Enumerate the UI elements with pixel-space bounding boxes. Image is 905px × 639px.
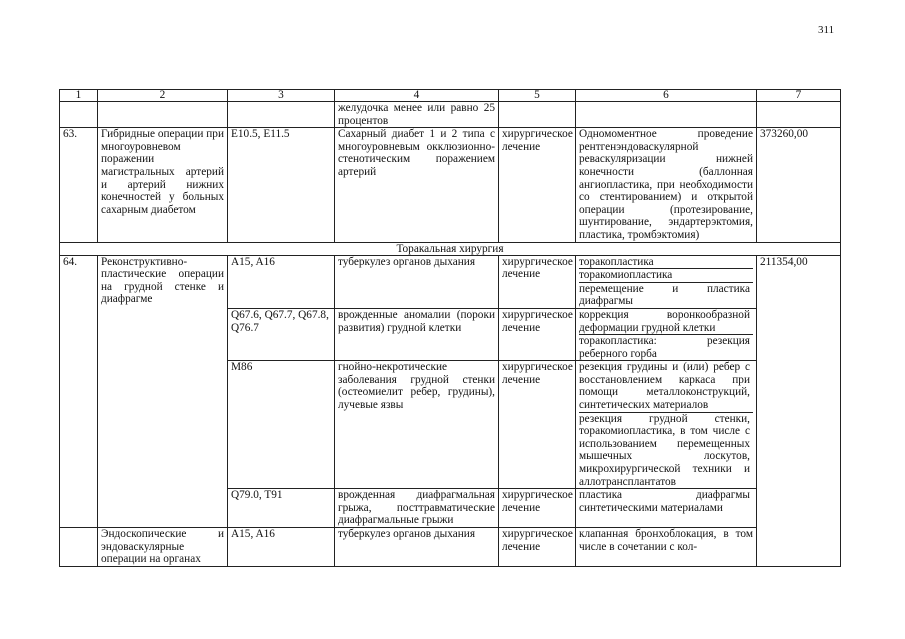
method-item: торакомиопластика <box>579 269 753 283</box>
table-row-63 <box>60 128 841 242</box>
method-item: перемещение и пластика диафрагмы <box>579 282 750 308</box>
page-number: 311 <box>818 24 835 36</box>
column-header: 2 <box>98 90 228 102</box>
row-number: 64. <box>60 255 98 527</box>
column-header: 7 <box>757 90 841 102</box>
treatment-cell: хирургическое лечение <box>499 528 576 567</box>
care-type-cell: Эндоскопические и эндоваскулярные операции на органах <box>98 528 228 567</box>
column-header: 6 <box>576 90 757 102</box>
method-cell <box>576 308 757 360</box>
diagnosis-cell: желудочка менее или равно 25 процентов <box>335 102 499 128</box>
diagnosis-cell: туберкулез органов дыхания <box>335 528 499 567</box>
treatment-cell: хирургическое лечение <box>499 128 576 242</box>
icd-codes-cell: A15, A16 <box>228 255 335 308</box>
icd-codes-cell: A15, A16 <box>228 528 335 567</box>
table-row-64a <box>60 255 841 308</box>
method-cell <box>576 489 757 528</box>
treatment-cell: хирургическое лечение <box>499 361 576 489</box>
method-item: пластика диафрагмы синтетическими материалами <box>579 489 750 514</box>
method-item: коррекция воронкообразной деформации грудной клетки <box>579 309 753 335</box>
diagnosis-cell: туберкулез органов дыхания <box>335 255 499 308</box>
diagnosis-cell: гнойно-некротические заболевания грудной стенки (остеомиелит ребер, грудины), лучевые язвы <box>335 361 499 489</box>
method-cell: Одномоментное проведение рентгенэндоваскулярной реваскуляризации нижней конечности (баллонная ангиопластика, при необходимости со стентированием) и открытой операции (протезирование, шунтирование, эндартерэктомия, пластика, тромбэктомия) <box>576 128 757 242</box>
method-item: резекция грудной стенки, торакомиопластика, в том числе с использованием перемещенных мышечных лоскутов, микрохирургической техники и аллотрансплантатов <box>579 412 750 488</box>
section-row <box>60 242 841 255</box>
care-type-cell: Реконструктивно-пластические операции на грудной стенке и диафрагме <box>98 255 228 527</box>
table-row-continuation <box>60 102 841 128</box>
method-cell: клапанная бронхоблокация, в том числе в сочетании с кол- <box>576 528 757 567</box>
cost-cell: 211354,00 <box>757 255 841 566</box>
column-header: 1 <box>60 90 98 102</box>
table-row-65 <box>60 528 841 567</box>
method-cell <box>576 255 757 308</box>
column-header: 5 <box>499 90 576 102</box>
diagnosis-cell: Сахарный диабет 1 и 2 типа с многоуровневым окклюзионно-стенотическим поражением артерий <box>335 128 499 242</box>
section-title: Торакальная хирургия <box>60 242 841 255</box>
icd-codes-cell: Q67.6, Q67.7, Q67.8, Q76.7 <box>228 308 335 360</box>
treatment-cell: хирургическое лечение <box>499 308 576 360</box>
icd-codes-cell: Q79.0, T91 <box>228 489 335 528</box>
method-cell <box>576 361 757 489</box>
diagnosis-cell: врожденные аномалии (пороки развития) грудной клетки <box>335 308 499 360</box>
method-item: резекция грудины и (или) ребер с восстановлением каркаса при помощи металлоконструкций, синтетических материалов <box>579 361 753 412</box>
column-header: 4 <box>335 90 499 102</box>
care-type-cell: Гибридные операции при многоуровневом поражении магистральных артерий и артерий нижних конечностей у больных сахарным диабетом <box>98 128 228 242</box>
cost-cell: 373260,00 <box>757 128 841 242</box>
method-item: торакопластика <box>579 256 753 270</box>
row-number: 63. <box>60 128 98 242</box>
icd-codes-cell: E10.5, E11.5 <box>228 128 335 242</box>
icd-codes-cell: M86 <box>228 361 335 489</box>
diagnosis-cell: врожденная диафрагмальная грыжа, посттравматические диафрагмальные грыжи <box>335 489 499 528</box>
treatment-cell: хирургическое лечение <box>499 489 576 528</box>
column-number-row <box>60 90 841 102</box>
treatment-cell: хирургическое лечение <box>499 255 576 308</box>
method-item: торакопластика: резекция реберного горба <box>579 335 750 360</box>
medical-care-table <box>59 89 841 567</box>
column-header: 3 <box>228 90 335 102</box>
